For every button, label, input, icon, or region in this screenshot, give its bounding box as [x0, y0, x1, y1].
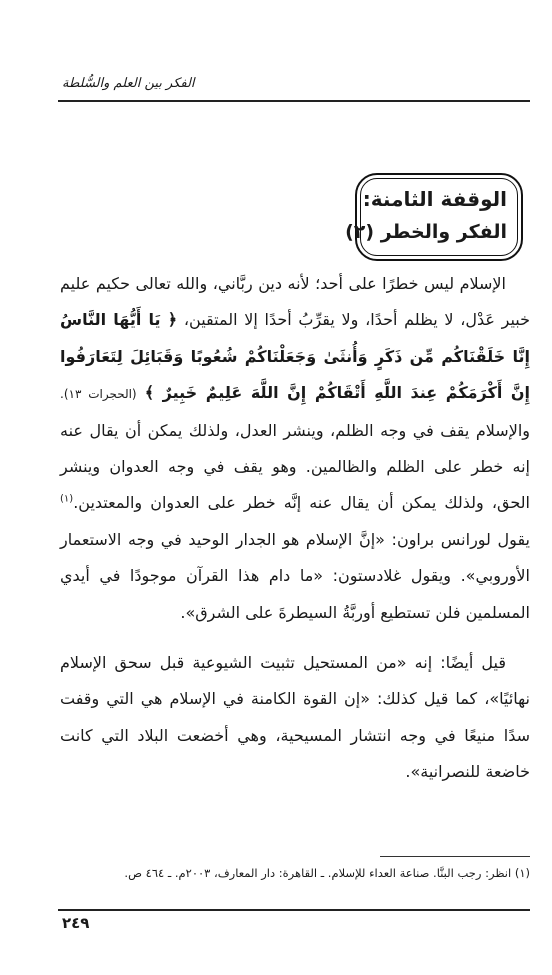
- verse-reference: (الحجرات ١٣).: [60, 387, 137, 402]
- footnote-divider: [380, 856, 530, 857]
- paragraph-2: قيل أيضًا: إنه «من المستحيل تثبيت الشيوعية قبل سحق الإسلام نهائيًا»، كما قيل كذلك: «إن القوة الكامنة في الإسلام هي التي وقفت سدًا منيعًا في وجه انتشار المسيحية، وهي أخضعت البلاد التي كانت خاضعة للنصرانية».: [60, 653, 530, 782]
- section-subtitle: الفكر والخطر (٢): [345, 221, 507, 243]
- paragraph-1: [60, 266, 530, 631]
- running-header-title: الفكر بين العلم والسُّلطة: [62, 76, 195, 91]
- footnote-marker[interactable]: (١): [60, 494, 74, 506]
- page-number: ٢٤٩: [62, 914, 90, 932]
- section-heading-box: [345, 173, 523, 261]
- paragraph-1-intro: الإسلام ليس خطرًا على أحد؛ لأنه دين ربَّاني، والله تعالى حكيم عليم خبير عَدْل، لا يظلم أحدًا، ولا يقرِّبُ أحدًا إلا المتقين،: [60, 274, 531, 330]
- footer-divider: [58, 909, 530, 911]
- footnote: (١) انظر: رجب البنَّا. صناعة العداء للإسلام. ـ القاهرة: دار المعارف، ٢٠٠٣م. ـ ٤٦٤ ص.: [124, 866, 530, 880]
- header-divider: [58, 100, 530, 102]
- section-title: الوقفة الثامنة:: [362, 187, 507, 211]
- paragraph-1-middle: والإسلام يقف في وجه الظلم، وينشر العدل، ولذلك يمكن أن يقال عنه إنه خطر على الظلم والظالمين. وهو يقف في وجه العدوان وينشر الحق، ولذلك يمكن أن يقال عنه إنَّه خطر على العدوان والمعتدين.: [60, 420, 530, 513]
- body-text: [60, 266, 530, 791]
- quran-verse: ﴿ يَا أَيُّهَا النَّاسُ إِنَّا خَلَقْنَاكُم مِّن ذَكَرٍ وَأُنثَىٰ وَجَعَلْنَاكُمْ شُعُوبًا وَقَبَائِلَ لِتَعَارَفُوا إِنَّ أَكْرَمَكُمْ عِندَ اللَّهِ أَتْقَاكُمْ إِنَّ اللَّهَ عَلِيمٌ خَبِيرٌ ﴾: [60, 310, 530, 403]
- paragraph-1-quotes: يقول لورانس براون: «إنَّ الإسلام هو الجدار الوحيد في وجه الاستعمار الأوروبي». ويقول غلادستون: «ما دام هذا القرآن موجودًا في أيدي المسلمين فلن تستطيع أوربَّةُ السيطرةَ على الشرق».: [60, 529, 530, 622]
